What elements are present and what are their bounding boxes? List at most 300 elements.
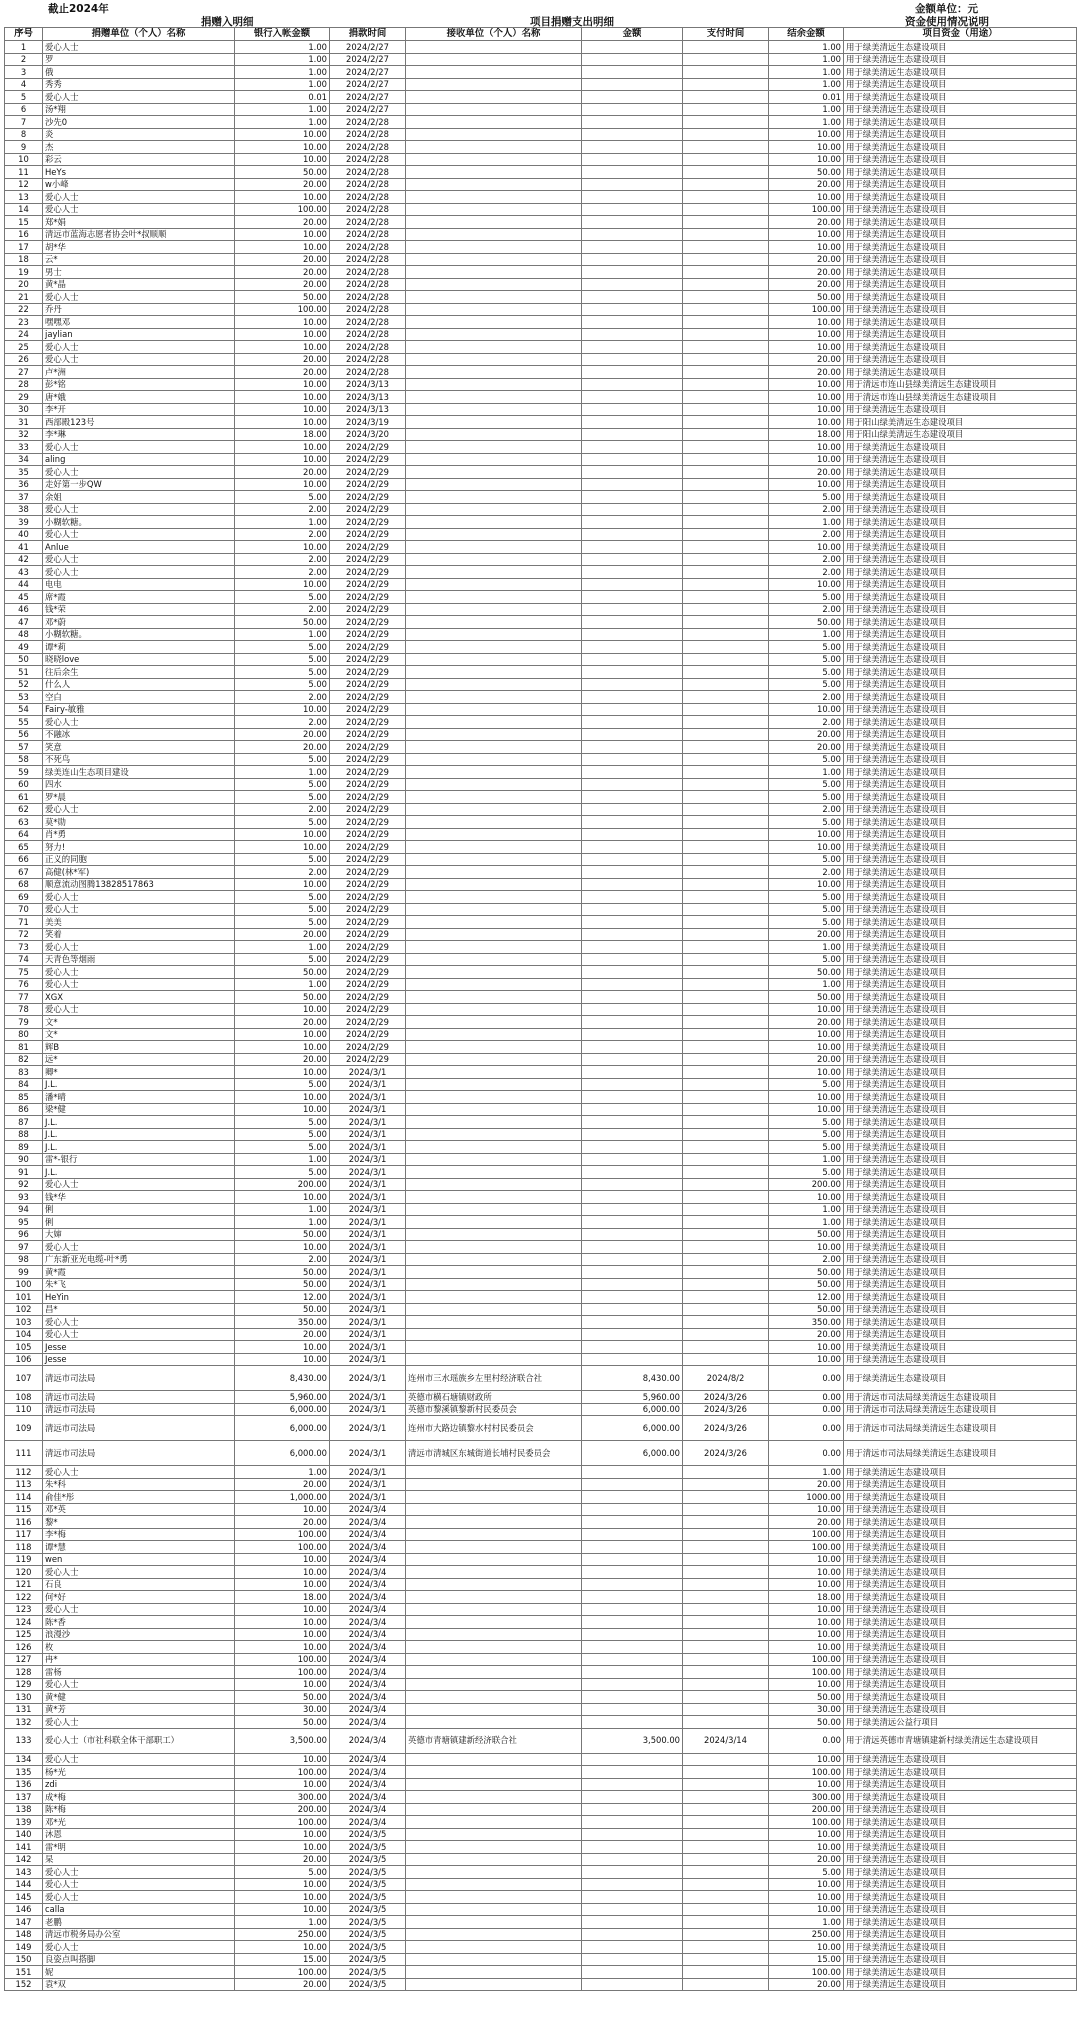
donation-date: 2024/2/29 xyxy=(330,1003,406,1016)
pay-date xyxy=(683,1803,769,1816)
donation-date: 2024/2/29 xyxy=(330,878,406,891)
donor-name: 爱心人士 xyxy=(43,1866,235,1879)
donation-date: 2024/2/28 xyxy=(330,191,406,204)
expense-amount xyxy=(582,891,683,904)
purpose: 用于绿美清远生态建设项目 xyxy=(844,1791,1077,1804)
balance: 50.00 xyxy=(769,1303,844,1316)
balance: 5.00 xyxy=(769,853,844,866)
table-row xyxy=(5,1766,1077,1779)
donation-date: 2024/3/4 xyxy=(330,1503,406,1516)
table-row xyxy=(5,903,1077,916)
donor-name: 卿* xyxy=(43,1066,235,1079)
expense-amount xyxy=(582,191,683,204)
pay-date xyxy=(683,1891,769,1904)
balance: 5.00 xyxy=(769,753,844,766)
donor-name: 黄*芳 xyxy=(43,1703,235,1716)
row-index: 31 xyxy=(5,416,43,429)
purpose: 用于绿美清远生态建设项目 xyxy=(844,803,1077,816)
recipient-name xyxy=(406,603,582,616)
recipient-name xyxy=(406,253,582,266)
recipient-name xyxy=(406,1803,582,1816)
row-index: 83 xyxy=(5,1066,43,1079)
purpose: 用于绿美清远生态建设项目 xyxy=(844,278,1077,291)
balance: 10.00 xyxy=(769,1003,844,1016)
donation-date: 2024/2/28 xyxy=(330,141,406,154)
recipient-name xyxy=(406,891,582,904)
expense-amount xyxy=(582,941,683,954)
donation-date: 2024/2/28 xyxy=(330,341,406,354)
row-index: 119 xyxy=(5,1553,43,1566)
recipient-name xyxy=(406,291,582,304)
donor-name: 爱心人士 xyxy=(43,1716,235,1729)
balance: 10.00 xyxy=(769,141,844,154)
table-row xyxy=(5,1853,1077,1866)
bank-amount: 1.00 xyxy=(235,766,330,779)
donation-date: 2024/2/29 xyxy=(330,953,406,966)
pay-date xyxy=(683,1016,769,1029)
pay-date: 2024/8/2 xyxy=(683,1366,769,1391)
donation-date: 2024/3/4 xyxy=(330,1616,406,1629)
balance: 1.00 xyxy=(769,78,844,91)
recipient-name xyxy=(406,178,582,191)
table-row xyxy=(5,253,1077,266)
recipient-name: 英德市黎溪镇黎新村民委员会 xyxy=(406,1403,582,1416)
pay-date xyxy=(683,203,769,216)
recipient-name xyxy=(406,1203,582,1216)
pay-date xyxy=(683,228,769,241)
balance: 10.00 xyxy=(769,416,844,429)
bank-amount: 20.00 xyxy=(235,741,330,754)
table-row xyxy=(5,1541,1077,1554)
table-row xyxy=(5,1278,1077,1291)
donation-date: 2024/3/1 xyxy=(330,1416,406,1441)
table-row xyxy=(5,941,1077,954)
balance: 5.00 xyxy=(769,816,844,829)
donation-date: 2024/3/5 xyxy=(330,1841,406,1854)
recipient-name xyxy=(406,778,582,791)
recipient-name xyxy=(406,1491,582,1504)
expense-amount xyxy=(582,1603,683,1616)
bank-amount: 10.00 xyxy=(235,1003,330,1016)
balance: 10.00 xyxy=(769,191,844,204)
donor-name: 爱心人士 xyxy=(43,1753,235,1766)
purpose: 用于绿美清远生态建设项目 xyxy=(844,1703,1077,1716)
expense-amount xyxy=(582,928,683,941)
bank-amount: 10.00 xyxy=(235,378,330,391)
pay-date xyxy=(683,1003,769,1016)
table-row xyxy=(5,1566,1077,1579)
recipient-name xyxy=(406,353,582,366)
row-index: 77 xyxy=(5,991,43,1004)
bank-amount: 5.00 xyxy=(235,666,330,679)
donation-date: 2024/2/29 xyxy=(330,603,406,616)
table-row xyxy=(5,791,1077,804)
recipient-name xyxy=(406,1328,582,1341)
col-header-bank-amount: 银行入帐金额 xyxy=(235,28,330,41)
balance: 50.00 xyxy=(769,1266,844,1279)
pay-date xyxy=(683,1353,769,1366)
expense-amount xyxy=(582,1778,683,1791)
expense-amount xyxy=(582,491,683,504)
pay-date xyxy=(683,1041,769,1054)
row-index: 8 xyxy=(5,128,43,141)
pay-date xyxy=(683,1478,769,1491)
balance: 30.00 xyxy=(769,1703,844,1716)
donor-name: 雷*-银行 xyxy=(43,1153,235,1166)
purpose: 用于绿美清远生态建设项目 xyxy=(844,841,1077,854)
recipient-name xyxy=(406,1053,582,1066)
donor-name: 谭*莉 xyxy=(43,641,235,654)
donor-name: 空白 xyxy=(43,691,235,704)
purpose: 用于绿美清远生态建设项目 xyxy=(844,1578,1077,1591)
expense-amount xyxy=(582,641,683,654)
pay-date xyxy=(683,128,769,141)
expense-amount xyxy=(582,503,683,516)
donor-name: 爱心人士 xyxy=(43,528,235,541)
expense-amount xyxy=(582,1478,683,1491)
table-row xyxy=(5,91,1077,104)
donor-name: 清远市司法局 xyxy=(43,1416,235,1441)
balance: 10.00 xyxy=(769,241,844,254)
recipient-name xyxy=(406,1853,582,1866)
donor-name: 钱*荣 xyxy=(43,603,235,616)
row-index: 2 xyxy=(5,53,43,66)
row-index: 73 xyxy=(5,941,43,954)
donation-date: 2024/3/1 xyxy=(330,1328,406,1341)
row-index: 130 xyxy=(5,1691,43,1704)
table-row xyxy=(5,1953,1077,1966)
expense-amount xyxy=(582,903,683,916)
donation-date: 2024/2/29 xyxy=(330,503,406,516)
balance: 1.00 xyxy=(769,41,844,54)
recipient-name xyxy=(406,741,582,754)
expense-amount xyxy=(582,1541,683,1554)
purpose: 用于绿美清远生态建设项目 xyxy=(844,453,1077,466)
recipient-name xyxy=(406,1928,582,1941)
balance: 200.00 xyxy=(769,1803,844,1816)
donor-name: 爱心人士 xyxy=(43,1241,235,1254)
purpose: 用于清远市司法局绿美清远生态建设项目 xyxy=(844,1416,1077,1441)
donation-date: 2024/2/28 xyxy=(330,278,406,291)
recipient-name xyxy=(406,1253,582,1266)
expense-amount xyxy=(582,1953,683,1966)
expense-amount xyxy=(582,1103,683,1116)
purpose: 用于绿美清远生态建设项目 xyxy=(844,616,1077,629)
balance: 5.00 xyxy=(769,778,844,791)
purpose: 用于绿美清远生态建设项目 xyxy=(844,1778,1077,1791)
balance: 10.00 xyxy=(769,578,844,591)
recipient-name xyxy=(406,466,582,479)
balance: 10.00 xyxy=(769,403,844,416)
table-row xyxy=(5,1878,1077,1891)
donation-date: 2024/2/28 xyxy=(330,266,406,279)
table-row xyxy=(5,753,1077,766)
donor-name: 不死鸟 xyxy=(43,753,235,766)
recipient-name xyxy=(406,216,582,229)
pay-date xyxy=(683,1678,769,1691)
row-index: 151 xyxy=(5,1966,43,1979)
bank-amount: 1.00 xyxy=(235,103,330,116)
pay-date xyxy=(683,216,769,229)
purpose: 用于绿美清远生态建设项目 xyxy=(844,1053,1077,1066)
expense-amount xyxy=(582,353,683,366)
bank-amount: 20.00 xyxy=(235,1016,330,1029)
donation-date: 2024/3/1 xyxy=(330,1241,406,1254)
expense-amount xyxy=(582,741,683,754)
recipient-name xyxy=(406,1566,582,1579)
recipient-name xyxy=(406,1766,582,1779)
row-index: 41 xyxy=(5,541,43,554)
row-index: 57 xyxy=(5,741,43,754)
row-index: 53 xyxy=(5,691,43,704)
purpose: 用于绿美清远生态建设项目 xyxy=(844,1941,1077,1954)
balance: 20.00 xyxy=(769,1016,844,1029)
recipient-name xyxy=(406,1628,582,1641)
purpose: 用于清远市连山县绿美清远生态建设项目 xyxy=(844,378,1077,391)
donor-name: 彭*铭 xyxy=(43,378,235,391)
donation-date: 2024/3/4 xyxy=(330,1528,406,1541)
table-row xyxy=(5,1578,1077,1591)
donor-name: 炎 xyxy=(43,128,235,141)
bank-amount: 50.00 xyxy=(235,991,330,1004)
expense-amount xyxy=(582,853,683,866)
expense-amount xyxy=(582,528,683,541)
pay-date xyxy=(683,453,769,466)
donation-date: 2024/3/1 xyxy=(330,1078,406,1091)
pay-date xyxy=(683,853,769,866)
bank-amount: 50.00 xyxy=(235,1303,330,1316)
bank-amount: 8,430.00 xyxy=(235,1366,330,1391)
bank-amount: 10.00 xyxy=(235,228,330,241)
donor-name: jaylian xyxy=(43,328,235,341)
table-row xyxy=(5,1391,1077,1404)
balance: 2.00 xyxy=(769,716,844,729)
donation-date: 2024/2/29 xyxy=(330,678,406,691)
table-row xyxy=(5,528,1077,541)
expense-amount xyxy=(582,1928,683,1941)
pay-date xyxy=(683,903,769,916)
donor-name: 爱心人士 xyxy=(43,716,235,729)
table-row xyxy=(5,1778,1077,1791)
col-header-amount: 金额 xyxy=(582,28,683,41)
recipient-name xyxy=(406,1653,582,1666)
donor-name: 梁*健 xyxy=(43,1103,235,1116)
donation-date: 2024/2/28 xyxy=(330,128,406,141)
donation-date: 2024/3/4 xyxy=(330,1791,406,1804)
purpose: 用于绿美清远生态建设项目 xyxy=(844,566,1077,579)
donor-name: 美美 xyxy=(43,916,235,929)
table-row xyxy=(5,1328,1077,1341)
row-index: 84 xyxy=(5,1078,43,1091)
balance: 20.00 xyxy=(769,253,844,266)
donation-date: 2024/2/29 xyxy=(330,891,406,904)
bank-amount: 10.00 xyxy=(235,1578,330,1591)
bank-amount: 20.00 xyxy=(235,278,330,291)
recipient-name xyxy=(406,1478,582,1491)
donation-date: 2024/3/1 xyxy=(330,1353,406,1366)
expense-amount xyxy=(582,328,683,341)
balance: 5.00 xyxy=(769,1141,844,1154)
expense-amount xyxy=(582,991,683,1004)
pay-date xyxy=(683,1228,769,1241)
donor-name: 爱心人士 xyxy=(43,341,235,354)
purpose: 用于绿美清远生态建设项目 xyxy=(844,1603,1077,1616)
pay-date xyxy=(683,316,769,329)
table-row xyxy=(5,703,1077,716)
donor-name: 良姿点叫搭脚 xyxy=(43,1953,235,1966)
donation-date: 2024/3/1 xyxy=(330,1266,406,1279)
donor-name: J.L. xyxy=(43,1166,235,1179)
purpose: 用于绿美清远生态建设项目 xyxy=(844,1653,1077,1666)
balance: 0.01 xyxy=(769,91,844,104)
row-index: 136 xyxy=(5,1778,43,1791)
recipient-name xyxy=(406,1178,582,1191)
row-index: 30 xyxy=(5,403,43,416)
row-index: 88 xyxy=(5,1128,43,1141)
recipient-name xyxy=(406,1603,582,1616)
purpose: 用于绿美清远生态建设项目 xyxy=(844,691,1077,704)
balance: 0.00 xyxy=(769,1416,844,1441)
recipient-name xyxy=(406,653,582,666)
bank-amount: 5.00 xyxy=(235,1141,330,1154)
row-index: 116 xyxy=(5,1516,43,1529)
table-row xyxy=(5,1416,1077,1441)
donor-name: 卢*洲 xyxy=(43,366,235,379)
donation-date: 2024/3/4 xyxy=(330,1628,406,1641)
bank-amount: 5.00 xyxy=(235,916,330,929)
pay-date xyxy=(683,328,769,341)
donor-name: Jesse xyxy=(43,1353,235,1366)
expense-amount xyxy=(582,1228,683,1241)
recipient-name xyxy=(406,1103,582,1116)
bank-amount: 2.00 xyxy=(235,691,330,704)
recipient-name xyxy=(406,366,582,379)
recipient-name xyxy=(406,1503,582,1516)
balance: 10.00 xyxy=(769,1066,844,1079)
donor-name: 爱心人士 xyxy=(43,1328,235,1341)
row-index: 6 xyxy=(5,103,43,116)
donation-date: 2024/2/28 xyxy=(330,153,406,166)
donor-name: 雷*明 xyxy=(43,1841,235,1854)
purpose: 用于绿美清远生态建设项目 xyxy=(844,1541,1077,1554)
donor-name: 爱心人士 xyxy=(43,353,235,366)
donation-date: 2024/2/28 xyxy=(330,253,406,266)
donor-name: 谭*慧 xyxy=(43,1541,235,1554)
bank-amount: 5.00 xyxy=(235,1128,330,1141)
recipient-name xyxy=(406,1978,582,1991)
pay-date xyxy=(683,341,769,354)
pay-date xyxy=(683,528,769,541)
bank-amount: 10.00 xyxy=(235,316,330,329)
donor-name: 爱心人士 xyxy=(43,978,235,991)
table-row xyxy=(5,166,1077,179)
recipient-name xyxy=(406,191,582,204)
donor-name: 俄 xyxy=(43,66,235,79)
balance: 10.00 xyxy=(769,478,844,491)
purpose: 用于绿美清远生态建设项目 xyxy=(844,53,1077,66)
donation-date: 2024/2/29 xyxy=(330,1016,406,1029)
table-row xyxy=(5,378,1077,391)
row-index: 34 xyxy=(5,453,43,466)
row-index: 131 xyxy=(5,1703,43,1716)
table-row xyxy=(5,1078,1077,1091)
bank-amount: 5.00 xyxy=(235,778,330,791)
donor-name: 笑着 xyxy=(43,928,235,941)
donation-date: 2024/2/28 xyxy=(330,366,406,379)
recipient-name xyxy=(406,1641,582,1654)
expense-amount xyxy=(582,66,683,79)
pay-date xyxy=(683,1128,769,1141)
balance: 100.00 xyxy=(769,1966,844,1979)
donor-name: 正义的同胞 xyxy=(43,853,235,866)
table-row xyxy=(5,1403,1077,1416)
bank-amount: 50.00 xyxy=(235,1716,330,1729)
donor-name: 爱心人士 xyxy=(43,466,235,479)
donation-date: 2024/3/1 xyxy=(330,1141,406,1154)
recipient-name xyxy=(406,1678,582,1691)
donor-name: 冉* xyxy=(43,1653,235,1666)
bank-amount: 2.00 xyxy=(235,803,330,816)
balance: 100.00 xyxy=(769,1766,844,1779)
purpose: 用于绿美清远生态建设项目 xyxy=(844,253,1077,266)
expense-amount xyxy=(582,153,683,166)
bank-amount: 1.00 xyxy=(235,78,330,91)
table-row xyxy=(5,1041,1077,1054)
pay-date xyxy=(683,1278,769,1291)
purpose: 用于绿美清远生态建设项目 xyxy=(844,128,1077,141)
table-row xyxy=(5,1791,1077,1804)
bank-amount: 6,000.00 xyxy=(235,1441,330,1466)
donor-name: 杨*光 xyxy=(43,1766,235,1779)
balance: 10.00 xyxy=(769,316,844,329)
row-index: 143 xyxy=(5,1866,43,1879)
pay-date xyxy=(683,1853,769,1866)
recipient-name xyxy=(406,928,582,941)
donation-date: 2024/2/29 xyxy=(330,466,406,479)
purpose: 用于绿美清远生态建设项目 xyxy=(844,1091,1077,1104)
row-index: 152 xyxy=(5,1978,43,1991)
pay-date xyxy=(683,1166,769,1179)
bank-amount: 1.00 xyxy=(235,53,330,66)
row-index: 44 xyxy=(5,578,43,591)
row-index: 104 xyxy=(5,1328,43,1341)
donor-name: 成*梅 xyxy=(43,1791,235,1804)
balance: 2.00 xyxy=(769,553,844,566)
usage-group-title: 资金使用情况说明 xyxy=(905,16,989,28)
donation-date: 2024/2/27 xyxy=(330,78,406,91)
pay-date xyxy=(683,1878,769,1891)
row-index: 17 xyxy=(5,241,43,254)
donor-name: 四水 xyxy=(43,778,235,791)
bank-amount: 5.00 xyxy=(235,641,330,654)
recipient-name xyxy=(406,1041,582,1054)
balance: 2.00 xyxy=(769,866,844,879)
donation-date: 2024/3/5 xyxy=(330,1966,406,1979)
expense-amount xyxy=(582,53,683,66)
table-row xyxy=(5,78,1077,91)
donation-date: 2024/2/29 xyxy=(330,553,406,566)
purpose: 用于绿美清远生态建设项目 xyxy=(844,491,1077,504)
balance: 100.00 xyxy=(769,1666,844,1679)
expense-amount xyxy=(582,628,683,641)
purpose: 用于绿美清远生态建设项目 xyxy=(844,553,1077,566)
purpose: 用于绿美清远生态建设项目 xyxy=(844,1203,1077,1216)
recipient-name xyxy=(406,203,582,216)
bank-amount: 5.00 xyxy=(235,591,330,604)
purpose: 用于绿美清远生态建设项目 xyxy=(844,991,1077,1004)
purpose: 用于清远市连山县绿美清远生态建设项目 xyxy=(844,391,1077,404)
table-row xyxy=(5,1728,1077,1753)
